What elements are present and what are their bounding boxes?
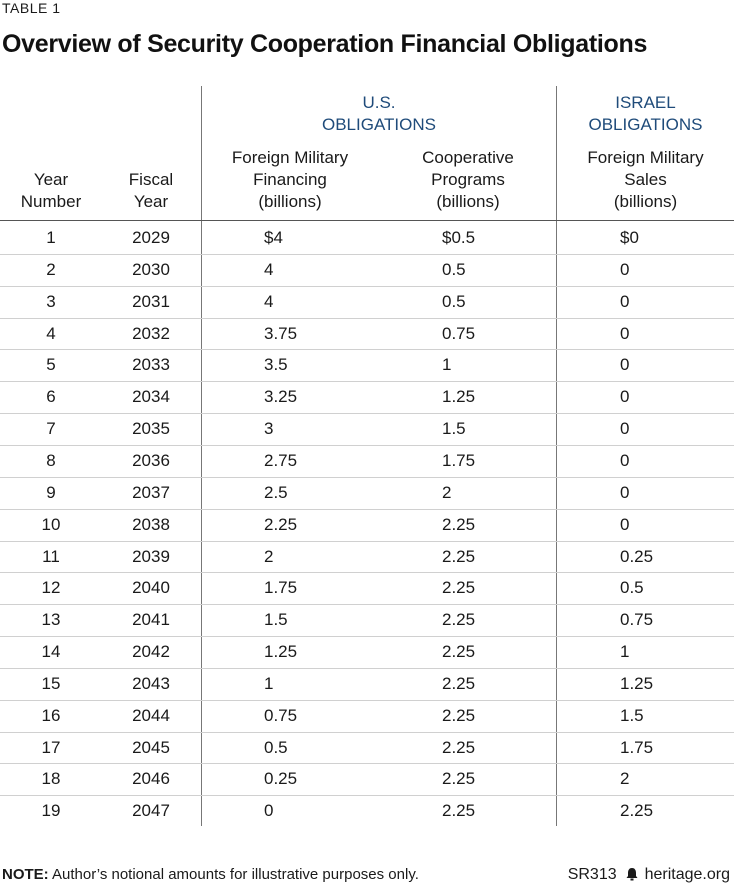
cell-coop: 2.25 xyxy=(442,674,476,693)
cell-coop: 2.25 xyxy=(442,610,476,629)
group-us-line2: OBLIGATIONS xyxy=(322,115,436,134)
colhead-fmf xyxy=(202,147,378,213)
cell-fmf: 0 xyxy=(264,801,274,820)
cell-fms: 0.5 xyxy=(620,578,644,597)
group-israel-obligations xyxy=(557,92,734,136)
cell-fiscal-year: 2044 xyxy=(132,706,170,725)
cell-coop: 2.25 xyxy=(442,642,476,661)
cell-fmf: $4 xyxy=(264,228,283,247)
colhead-fms-line2: Sales xyxy=(624,170,667,189)
cell-fiscal-year: 2045 xyxy=(132,738,170,757)
cell-year-number: 10 xyxy=(41,515,61,534)
cell-year-number: 5 xyxy=(46,355,56,374)
cell-fms: 2.25 xyxy=(620,801,654,820)
colhead-coop-line3: (billions) xyxy=(436,192,500,211)
cell-fmf: 1 xyxy=(264,674,274,693)
cell-fms: 0 xyxy=(620,387,630,406)
cell-year-number: 14 xyxy=(41,642,61,661)
table-row xyxy=(0,381,734,413)
note-text: Author’s notional amounts for illustrative purposes only. xyxy=(52,866,419,883)
table-row xyxy=(0,509,734,541)
table-note xyxy=(2,866,419,883)
cell-fmf: 2 xyxy=(264,547,274,566)
cell-fms: 0 xyxy=(620,355,630,374)
cell-year-number: 8 xyxy=(46,451,56,470)
table-row xyxy=(0,318,734,350)
cell-fiscal-year: 2034 xyxy=(132,387,170,406)
table-row xyxy=(0,286,734,318)
bell-icon xyxy=(625,867,639,886)
cell-coop: 2.25 xyxy=(442,738,476,757)
table-row xyxy=(0,254,734,286)
cell-fiscal-year: 2043 xyxy=(132,674,170,693)
cell-fmf: 3.75 xyxy=(264,324,298,343)
colhead-fiscal-year xyxy=(102,169,200,213)
table-label: TABLE 1 xyxy=(2,0,61,16)
cell-coop: 1.5 xyxy=(442,419,466,438)
cell-fmf: 2.5 xyxy=(264,483,288,502)
cell-fiscal-year: 2046 xyxy=(132,769,170,788)
table-row xyxy=(0,636,734,668)
cell-fmf: 0.5 xyxy=(264,738,288,757)
group-israel-line2: OBLIGATIONS xyxy=(588,115,703,134)
cell-year-number: 18 xyxy=(41,769,61,788)
cell-fms: 0 xyxy=(620,451,630,470)
cell-fms: 0 xyxy=(620,324,630,343)
cell-year-number: 7 xyxy=(46,419,56,438)
cell-fms: 1.75 xyxy=(620,738,654,757)
header-rule xyxy=(0,220,734,221)
cell-year-number: 13 xyxy=(41,610,61,629)
source-credit xyxy=(568,866,730,886)
cell-fms: 0 xyxy=(620,292,630,311)
cell-fiscal-year: 2041 xyxy=(132,610,170,629)
cell-fiscal-year: 2031 xyxy=(132,292,170,311)
cell-year-number: 12 xyxy=(41,578,61,597)
report-code: SR313 xyxy=(567,866,617,883)
colhead-fms xyxy=(557,147,734,213)
cell-fmf: 3.25 xyxy=(264,387,298,406)
cell-fmf: 1.5 xyxy=(264,610,288,629)
colhead-year-number-line1: Year xyxy=(33,170,69,189)
colhead-coop-line1: Cooperative xyxy=(422,148,514,167)
cell-fms: 0 xyxy=(620,515,630,534)
cell-year-number: 4 xyxy=(46,324,56,343)
cell-coop: 2 xyxy=(442,483,452,502)
cell-fiscal-year: 2040 xyxy=(132,578,170,597)
cell-fms: 1.25 xyxy=(620,674,654,693)
cell-fms: 2 xyxy=(620,769,630,788)
cell-year-number: 17 xyxy=(41,738,61,757)
cell-fiscal-year: 2036 xyxy=(132,451,170,470)
table-row xyxy=(0,795,734,827)
cell-coop: 1.75 xyxy=(442,451,476,470)
cell-fiscal-year: 2029 xyxy=(132,228,170,247)
table-row xyxy=(0,604,734,636)
colhead-fiscal-year-line1: Fiscal xyxy=(128,170,174,189)
group-israel-line1: ISRAEL xyxy=(615,93,676,112)
cell-fmf: 3.5 xyxy=(264,355,288,374)
colhead-fiscal-year-line2: Year xyxy=(133,192,169,211)
table-row xyxy=(0,349,734,381)
cell-fiscal-year: 2030 xyxy=(132,260,170,279)
cell-fiscal-year: 2033 xyxy=(132,355,170,374)
cell-year-number: 19 xyxy=(41,801,61,820)
cell-year-number: 1 xyxy=(46,228,56,247)
cell-coop: $0.5 xyxy=(442,228,476,247)
table-row xyxy=(0,572,734,604)
colhead-fms-line3: (billions) xyxy=(613,192,678,211)
cell-year-number: 16 xyxy=(41,706,61,725)
cell-year-number: 11 xyxy=(42,547,60,566)
cell-fmf: 4 xyxy=(264,292,274,311)
cell-fms: 0 xyxy=(620,260,630,279)
site-link[interactable]: heritage.org xyxy=(644,866,730,883)
cell-coop: 2.25 xyxy=(442,801,476,820)
group-us-obligations xyxy=(202,92,556,136)
table-row xyxy=(0,763,734,795)
cell-fms: $0 xyxy=(620,228,639,247)
cell-fms: 0 xyxy=(620,419,630,438)
cell-fmf: 2.75 xyxy=(264,451,298,470)
table-row xyxy=(0,445,734,477)
cell-fiscal-year: 2039 xyxy=(132,547,170,566)
cell-fms: 1.5 xyxy=(620,706,644,725)
cell-fmf: 1.75 xyxy=(264,578,298,597)
cell-year-number: 15 xyxy=(41,674,61,693)
colhead-fms-line1: Foreign Military xyxy=(587,148,704,167)
cell-fiscal-year: 2035 xyxy=(132,419,170,438)
cell-coop: 2.25 xyxy=(442,769,476,788)
cell-coop: 0.75 xyxy=(442,324,476,343)
cell-fms: 0.75 xyxy=(620,610,654,629)
colhead-year-number xyxy=(0,169,102,213)
colhead-year-number-line2: Number xyxy=(20,192,82,211)
cell-coop: 0.5 xyxy=(442,292,466,311)
cell-coop: 0.5 xyxy=(442,260,466,279)
group-us-line1: U.S. xyxy=(362,93,396,112)
cell-year-number: 3 xyxy=(46,292,56,311)
table-row xyxy=(0,668,734,700)
cell-coop: 2.25 xyxy=(442,515,476,534)
table-row xyxy=(0,413,734,445)
cell-fiscal-year: 2047 xyxy=(132,801,170,820)
cell-fms: 1 xyxy=(620,642,630,661)
cell-fms: 0.25 xyxy=(620,547,654,566)
colhead-fmf-line1: Foreign Military xyxy=(231,148,349,167)
note-label: NOTE: xyxy=(2,866,49,883)
cell-fiscal-year: 2032 xyxy=(132,324,170,343)
cell-fms: 0 xyxy=(620,483,630,502)
colhead-fmf-line3: (billions) xyxy=(258,192,322,211)
cell-fmf: 2.25 xyxy=(264,515,298,534)
cell-coop: 1 xyxy=(442,355,452,374)
colhead-coop xyxy=(380,147,556,213)
cell-fmf: 0.75 xyxy=(264,706,298,725)
cell-fmf: 0.25 xyxy=(264,769,298,788)
cell-fiscal-year: 2038 xyxy=(132,515,170,534)
cell-fmf: 4 xyxy=(264,260,274,279)
cell-fiscal-year: 2037 xyxy=(132,483,170,502)
cell-coop: 1.25 xyxy=(442,387,476,406)
cell-year-number: 2 xyxy=(46,260,56,279)
cell-fmf: 3 xyxy=(264,419,274,438)
table-row xyxy=(0,732,734,764)
cell-coop: 2.25 xyxy=(442,547,476,566)
colhead-fmf-line2: Financing xyxy=(253,170,327,189)
table-row xyxy=(0,477,734,509)
cell-coop: 2.25 xyxy=(442,578,476,597)
cell-year-number: 6 xyxy=(46,387,56,406)
colhead-coop-line2: Programs xyxy=(431,170,505,189)
table-row xyxy=(0,222,734,254)
cell-year-number: 9 xyxy=(46,483,56,502)
table-title: Overview of Security Cooperation Financial Obligations xyxy=(2,30,648,58)
cell-fmf: 1.25 xyxy=(264,642,298,661)
table-row xyxy=(0,700,734,732)
cell-coop: 2.25 xyxy=(442,706,476,725)
cell-fiscal-year: 2042 xyxy=(132,642,170,661)
table-row xyxy=(0,541,734,573)
